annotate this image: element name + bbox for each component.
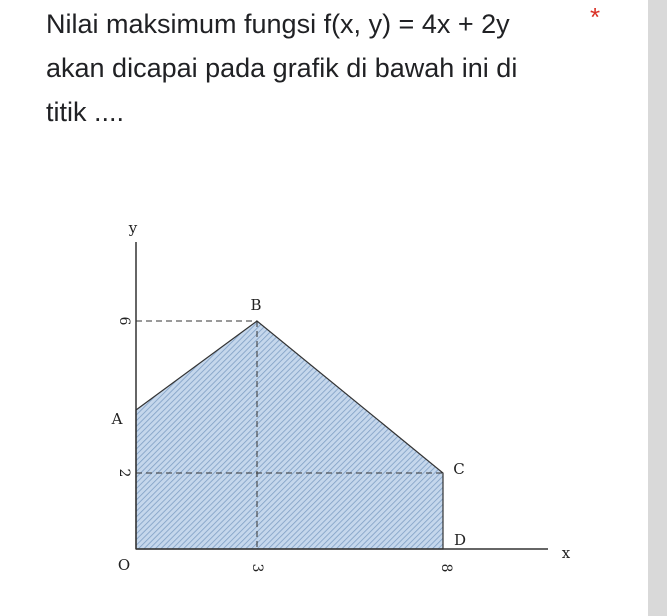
origin-label: O (117, 556, 131, 574)
scrollbar-track[interactable] (648, 0, 667, 616)
required-asterisk: * (590, 2, 601, 32)
point-a-label: A (111, 410, 123, 428)
graph-image (0, 200, 648, 600)
question-text (46, 2, 606, 134)
y-tick-6: 6 (116, 316, 132, 326)
point-b-label: B (250, 296, 262, 314)
question-line-2: akan dicapai pada grafik di bawah ini di (46, 53, 518, 83)
y-tick-2: 2 (116, 468, 132, 478)
x-tick-3: 3 (249, 563, 265, 573)
question-line-3: titik .... (46, 97, 125, 127)
point-c-label: C (453, 460, 465, 478)
y-axis-label: y (128, 219, 138, 237)
x-tick-8: 8 (438, 563, 454, 573)
feasible-region (136, 321, 443, 549)
point-d-label: D (453, 531, 467, 549)
question-line-1: Nilai maksimum fungsi f(x, y) = 4x + 2y (46, 9, 510, 39)
x-axis-label: x (561, 544, 571, 562)
